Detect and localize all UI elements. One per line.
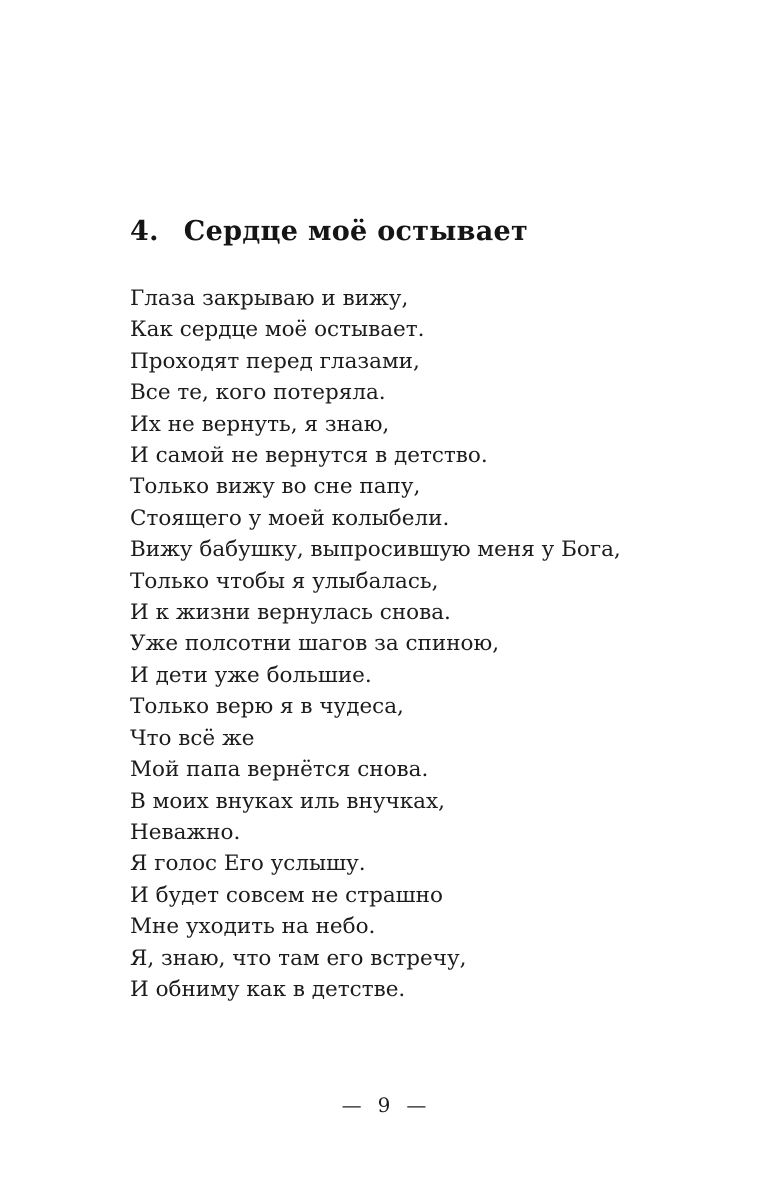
footer-right-dash: — <box>406 1093 427 1117</box>
poem-line: Вижу бабушку, выпросившую меня у Бога, <box>130 537 621 563</box>
page-footer <box>130 1093 638 1117</box>
poem-line: Как сердце моё остывает. <box>130 317 425 343</box>
poem-line: Я, знаю, что там его встречу, <box>130 945 467 971</box>
poem-line: Глаза закрываю и вижу, <box>130 286 409 311</box>
poem-line: И обниму как в детстве. <box>130 976 406 1002</box>
poem-line: Стоящего у моей колыбели. <box>130 505 450 531</box>
poem-line: Что всё же <box>130 725 255 751</box>
poem-line: Неважно. <box>130 819 241 845</box>
poem-line: Только чтобы я улыбалась, <box>130 568 439 594</box>
poem-line: И самой не вернутся в детство. <box>130 443 488 469</box>
poem-line: Мне уходить на небо. <box>130 914 376 940</box>
poem-line: И к жизни вернулась снова. <box>130 600 451 626</box>
poem-heading <box>130 216 528 247</box>
poem-line: Мой папа вернётся снова. <box>130 757 429 783</box>
poem-line: Их не вернуть, я знаю, <box>130 411 390 437</box>
poem-line: Только верю я в чудеса, <box>130 694 404 720</box>
poem-line: И дети уже большие. <box>130 662 372 688</box>
poem-line: Уже полсотни шагов за спиною, <box>130 631 500 657</box>
poem-line: Я голос Его услышу. <box>130 851 366 877</box>
page-number: 9 <box>377 1093 391 1117</box>
poem-line: Только вижу во сне папу, <box>130 474 421 500</box>
poem-line: Все те, кого потеряла. <box>130 380 386 406</box>
poem-line: И будет совсем не страшно <box>130 882 443 908</box>
poem-heading-number: 4. <box>130 216 159 247</box>
poem-body <box>130 283 660 1005</box>
poem-line: В моих внуках иль внучках, <box>130 788 445 814</box>
footer-left-dash: — <box>341 1093 362 1117</box>
poem-line: Проходят перед глазами, <box>130 348 420 374</box>
poem-heading-title: Сердце моё остывает <box>183 216 529 247</box>
